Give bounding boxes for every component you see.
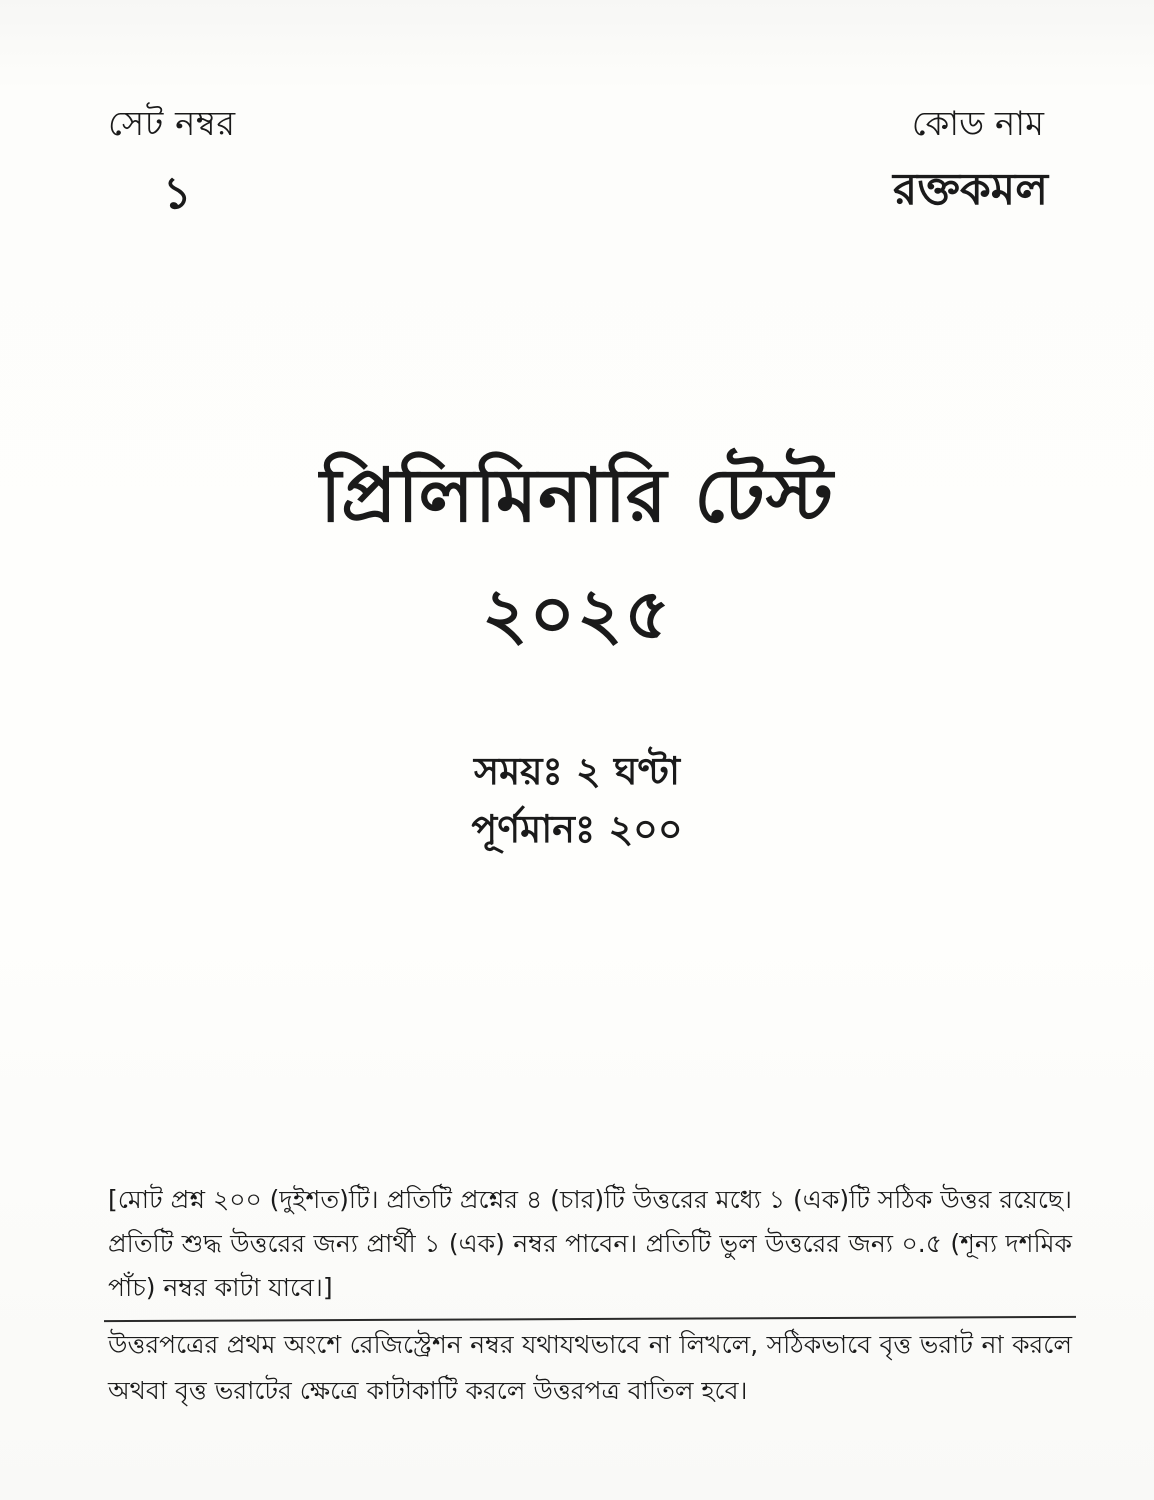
set-number-value: ১ <box>163 168 192 219</box>
exam-year: ২০২৫ <box>482 573 672 655</box>
code-name-value: রক্তকমল <box>893 164 1048 215</box>
set-number-label: সেট নম্বর <box>108 104 236 144</box>
exam-title: প্রিলিমিনারি টেস্ট <box>320 453 834 539</box>
marking-instructions: [মোট প্রশ্ন ২০০ (দুইশত)টি। প্রতিটি প্রশ্নের ৪ (চার)টি উত্তরের মধ্যে ১ (এক)টি সঠিক উত্তর রয়েছে। প্রতিটি শুদ্ধ উত্তরের জন্য প্রার্থী ১ (এক) নম্বর পাবেন। প্রতিটি ভুল উত্তরের জন্য ০.৫ (শূন্য দশমিক পাঁচ) নম্বর কাটা যাবে।] <box>108 1185 1072 1302</box>
answer-sheet-warning: উত্তরপত্রের প্রথম অংশে রেজিস্ট্রেশন নম্বর যথাযথভাবে না লিখলে, সঠিকভাবে বৃত্ত ভরাট না করলে অথবা বৃত্ত ভরাটের ক্ষেত্রে কাটাকাটি করলে উত্তরপত্র বাতিল হবে। <box>108 1330 1072 1405</box>
full-marks: পূর্ণমানঃ ২০০ <box>471 807 683 851</box>
exam-duration: সময়ঃ ২ ঘণ্টা <box>473 749 681 793</box>
code-name-label: কোড নাম <box>911 104 1044 144</box>
